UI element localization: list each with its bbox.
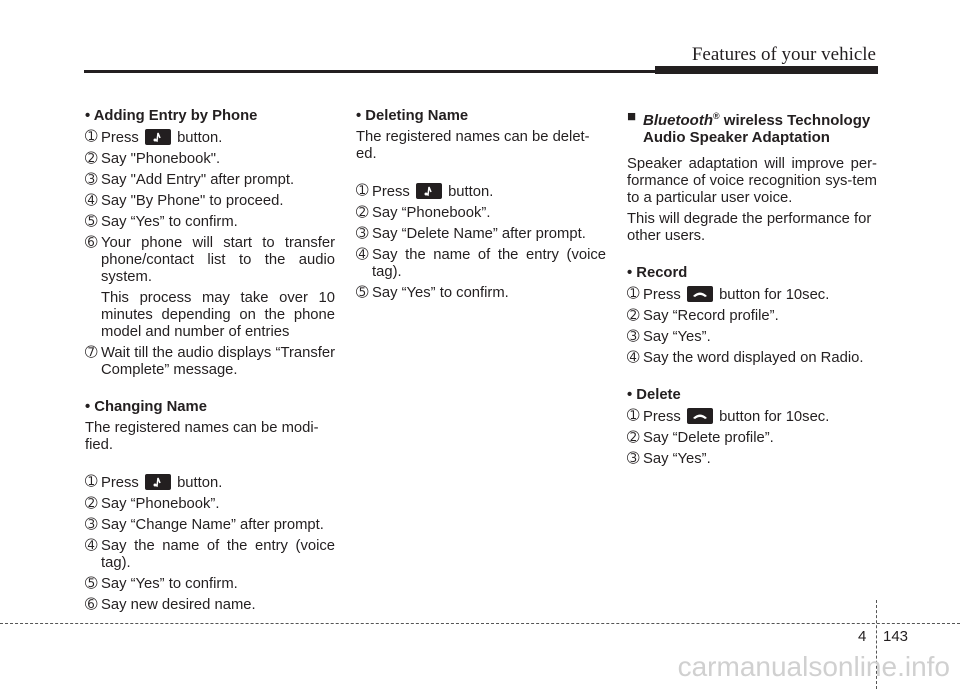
column-3 — [627, 108, 877, 472]
step: ➀ Press button. — [356, 183, 494, 200]
watermark: carmanualsonline.info — [677, 651, 950, 682]
speaker-adaptation-desc: Speaker adaptation will improve per-formance of voice recognition sys-tem to a particular user voice. — [627, 156, 877, 206]
page-number: 143 — [883, 628, 909, 645]
step: ➃ Say the name of the entry (voice tag). — [85, 538, 335, 571]
header-rule — [84, 70, 878, 73]
changing-name-heading: • Changing Name — [85, 399, 207, 415]
hang-up-button-icon — [687, 286, 713, 302]
step: ➁ Say “Record profile”. — [627, 308, 779, 324]
step: ➀ Press button. — [85, 474, 223, 491]
step: ➀ Press button. — [85, 129, 223, 146]
step: ➆ Wait till the audio displays “Transfer Complete” message. — [85, 345, 335, 378]
step: ➂ Say “Change Name” after prompt. — [85, 517, 324, 533]
step: ➀ Press button for 10sec. — [627, 408, 830, 425]
chapter-number: 4 — [858, 628, 867, 645]
speaker-adaptation-title: ■ Bluetooth® wireless Technology Audio Speaker Adaptation — [627, 108, 871, 146]
step: ➃ Say the name of the entry (voice tag). — [356, 247, 606, 280]
step: ➁ Say “Delete profile”. — [627, 430, 774, 446]
step: ➄ Say “Yes” to confirm. — [85, 576, 238, 592]
record-heading: • Record — [627, 265, 688, 281]
step: ➂ Say “Delete Name” after prompt. — [356, 226, 586, 242]
speaker-adaptation-warning: This will degrade the performance for other users. — [627, 211, 872, 244]
deleting-name-heading: • Deleting Name — [356, 108, 469, 124]
voice-talk-button-icon — [145, 474, 171, 490]
hang-up-button-icon — [687, 408, 713, 424]
step: ➁ Say “Phonebook”. — [356, 205, 491, 221]
step: ➅ Your phone will start to transfer phone/contact list to the audio system. — [85, 235, 335, 285]
column-1 — [85, 108, 335, 618]
adding-entry-heading: • Adding Entry by Phone — [85, 108, 258, 124]
step: ➄ Say “Yes” to confirm. — [85, 214, 238, 230]
transfer-note: This process may take over 10 minutes depending on the phone model and number of entries — [101, 290, 335, 340]
voice-talk-button-icon — [145, 129, 171, 145]
step: ➂ Say "Add Entry" after prompt. — [85, 172, 295, 188]
footer-rule — [0, 623, 960, 624]
changing-name-desc: The registered names can be modi-fied. — [85, 420, 319, 453]
step: ➂ Say “Yes”. — [627, 451, 711, 467]
step: ➃ Say "By Phone" to proceed. — [85, 193, 284, 209]
column-2 — [356, 108, 606, 306]
deleting-name-desc: The registered names can be delet-ed. — [356, 129, 590, 162]
step: ➀ Press button for 10sec. — [627, 286, 830, 303]
step: ➄ Say “Yes” to confirm. — [356, 285, 509, 301]
header-title: Features of your vehicle — [691, 44, 876, 65]
delete-heading: • Delete — [627, 387, 681, 403]
voice-talk-button-icon — [416, 183, 442, 199]
step: ➁ Say “Phonebook”. — [85, 496, 220, 512]
step: ➅ Say new desired name. — [85, 597, 256, 613]
step: ➃ Say the word displayed on Radio. — [627, 350, 864, 366]
step: ➂ Say “Yes”. — [627, 329, 711, 345]
step: ➁ Say "Phonebook". — [85, 151, 221, 167]
